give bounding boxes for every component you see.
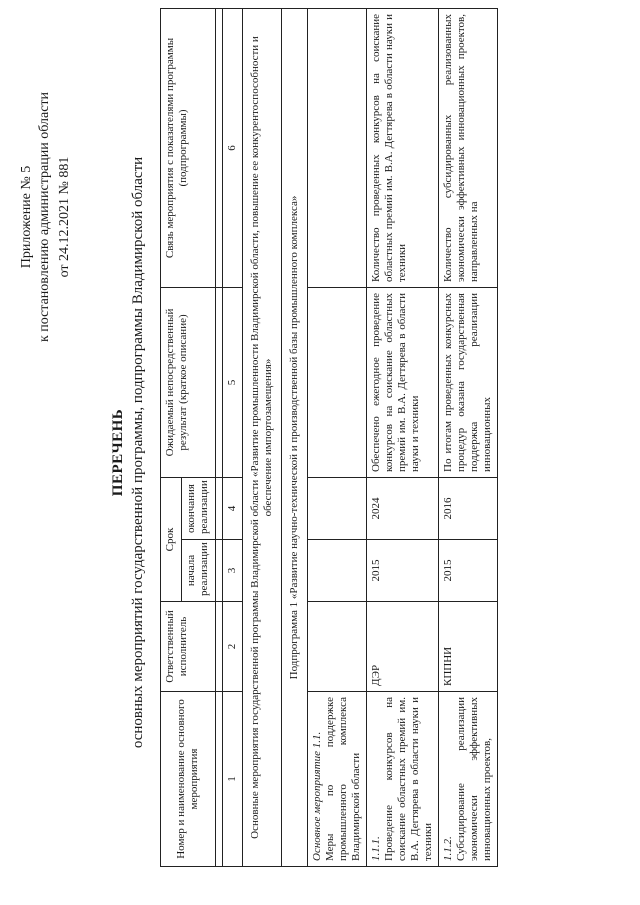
result-cell: Обеспечено ежегодное проведение конкурсов на соискание областных премий им. В.А. Дегтярева в области науки и техники xyxy=(367,288,439,478)
result-cell xyxy=(308,288,367,478)
header-srok-start: начала реализации xyxy=(181,540,215,602)
indicator-link-cell: Количество субсидированных реализованных экономически эффективных инновационных проектов, направленных на xyxy=(439,9,498,288)
header-col6: Связь мероприятия с показателями программы (подпрограммы) xyxy=(161,9,216,288)
col-number: 3 xyxy=(223,540,243,602)
col-number: 5 xyxy=(223,288,243,478)
indicator-link-cell: Количество проведенных конкурсов на соискание областных премий им. В.А. Дегтярева в области науки и техники xyxy=(367,9,439,288)
measures-table xyxy=(160,8,498,867)
measure-number: 1.1.1. xyxy=(370,836,382,861)
header-col2: Ответственный исполнитель xyxy=(161,602,216,692)
subprogram-title: Подпрограмма 1 «Развитие научно-технической и производственной базы промышленного комплекса» xyxy=(282,9,308,867)
program-row xyxy=(243,9,282,867)
table-row xyxy=(439,9,498,867)
document-subtitle: основных мероприятий государственной программы, подпрограммы Владимирской области xyxy=(130,156,146,749)
table-row xyxy=(308,9,367,867)
decree-date-number: от 24.12.2021 № 881 xyxy=(57,156,72,278)
column-numbers-row xyxy=(223,9,243,867)
result-cell: По итогам проведенных конкурсных процедур оказана государственная поддержка реализации инновационных xyxy=(439,288,498,478)
header-srok-end: окончания реализации xyxy=(181,478,215,540)
spacer-row xyxy=(216,9,223,867)
col-number: 4 xyxy=(223,478,243,540)
header-row xyxy=(161,9,182,867)
executor-cell: КППНИ xyxy=(439,602,498,692)
executor-cell xyxy=(308,602,367,692)
header-col1: Номер и наименование основного мероприятия xyxy=(161,692,216,867)
measure-cell xyxy=(308,692,367,867)
measure-name: Меры по поддержке промышленного комплекса Владимирской области xyxy=(324,697,362,861)
col-number: 2 xyxy=(223,602,243,692)
program-title: Основные мероприятия государственной программы Владимирской области «Развитие промышленности Владимирской области, повышение ее конкурентоспособности и обеспечение импортозамещения» xyxy=(243,9,282,867)
document-title: ПЕРЕЧЕНЬ xyxy=(110,408,126,497)
measure-name: Проведение конкурсов на соискание областных премий им. В.А. Дегтярева в области науки и техники xyxy=(383,697,434,861)
col-number: 1 xyxy=(223,692,243,867)
end-year-cell: 2024 xyxy=(367,478,439,540)
indicator-link-cell xyxy=(308,9,367,288)
measure-cell xyxy=(367,692,439,867)
start-year-cell: 2015 xyxy=(439,540,498,602)
header-col5: Ожидаемый непосредственный результат (краткое описание) xyxy=(161,288,216,478)
header-srok: Срок xyxy=(161,478,182,602)
measure-number: Основное мероприятие 1.1. xyxy=(311,731,323,861)
start-year-cell xyxy=(308,540,367,602)
table-row xyxy=(367,9,439,867)
subprogram-row xyxy=(282,9,308,867)
measure-cell xyxy=(439,692,498,867)
end-year-cell xyxy=(308,478,367,540)
end-year-cell: 2016 xyxy=(439,478,498,540)
measure-name: Субсидирование реализации экономически эффективных инновационных проектов, xyxy=(455,697,493,861)
appendix-reference: к постановлению администрации области xyxy=(37,91,52,343)
executor-cell: ДЭР xyxy=(367,602,439,692)
col-number: 6 xyxy=(223,9,243,288)
appendix-number: Приложение № 5 xyxy=(19,165,34,269)
start-year-cell: 2015 xyxy=(367,540,439,602)
measure-number: 1.1.2. xyxy=(442,836,454,861)
